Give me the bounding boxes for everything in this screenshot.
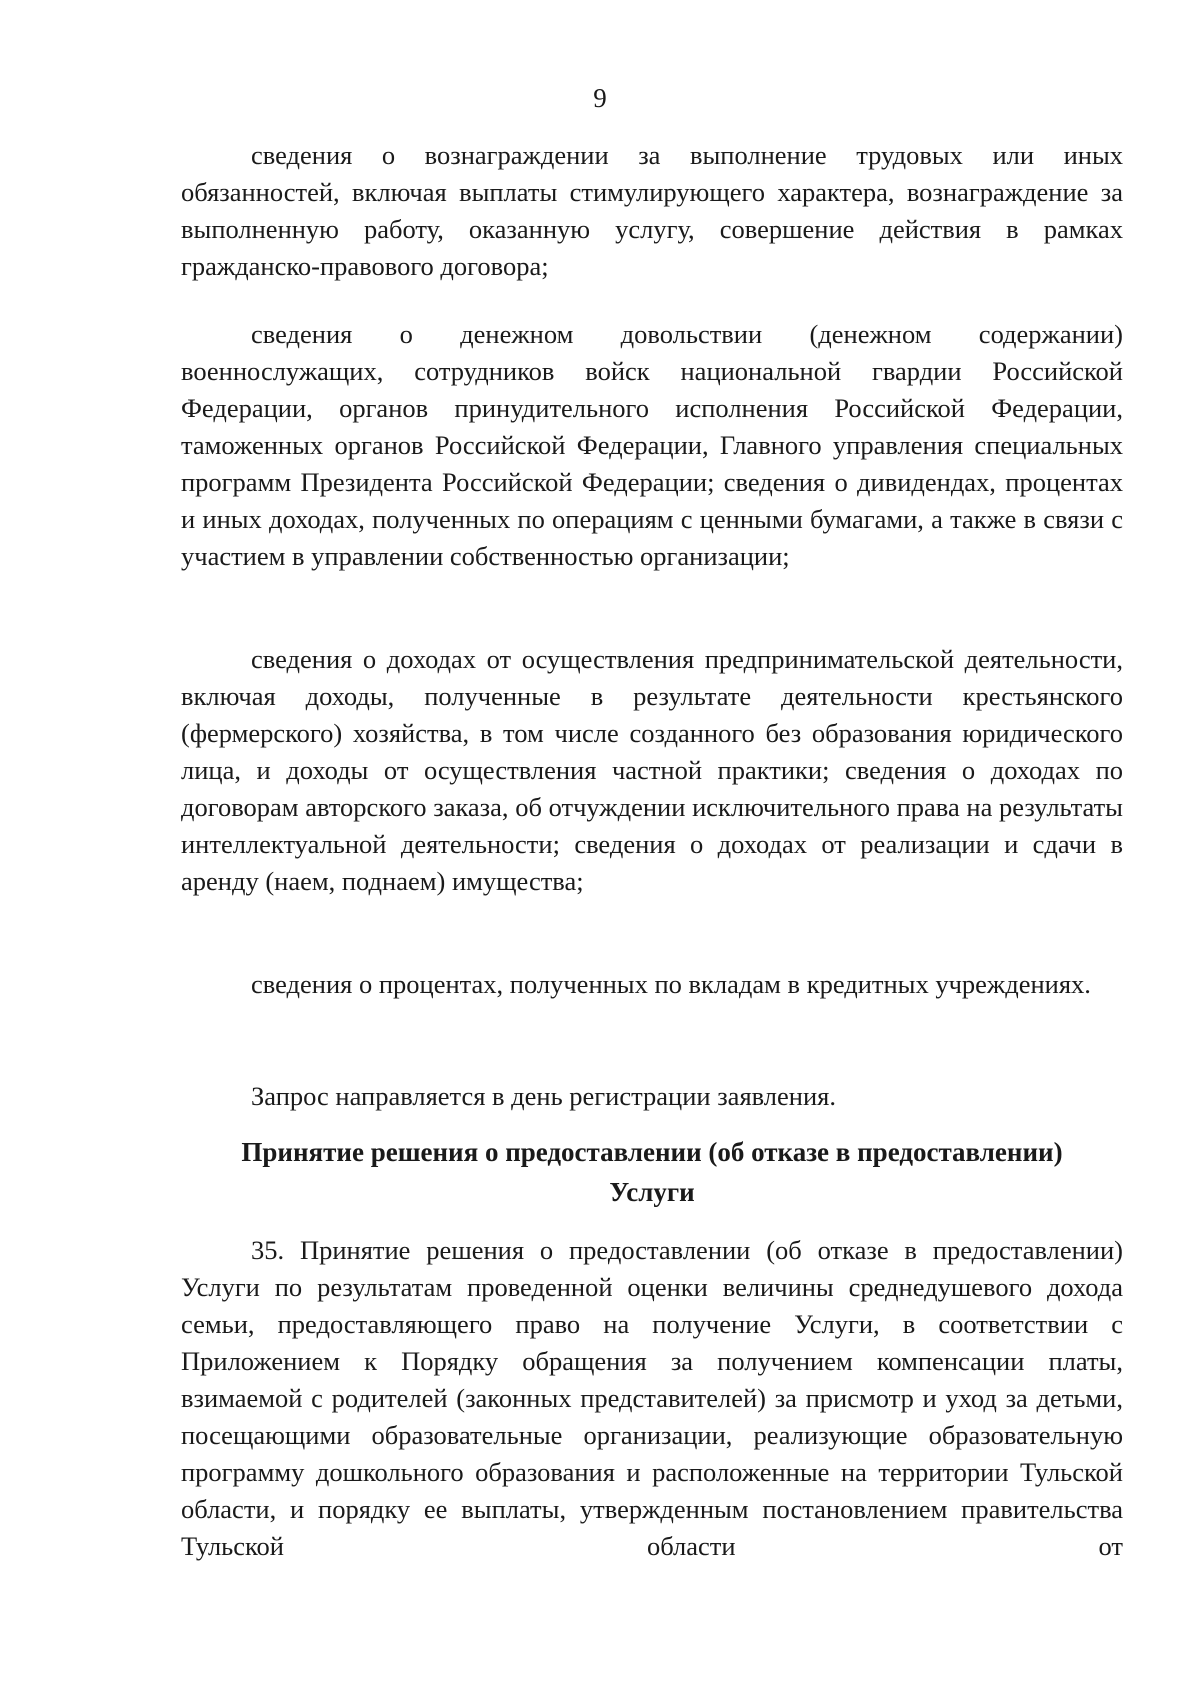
section-heading-line2: Услуги xyxy=(609,1177,695,1207)
paragraph-35: 35. Принятие решения о предоставлении (об отказе в предоставлении) Услуги по результатам проведенной оценки величины среднедушевого дохода семьи, предоставляющего право на получение Услуги, в соответствии с Приложением к Порядку обращения за получением компенсации платы, взимаемой с родителей (законных представителей) за присмотр и уход за детьми, посещающими образовательные организации, реализующие образовательную программу дошкольного образования и расположенные на территории Тульской области, и порядку ее выплаты, утвержденным постановлением правительства Тульской области от xyxy=(181,1235,1123,1561)
paragraph-business-income: сведения о доходах от осуществления предпринимательской деятельности, включая доходы, полученные в результате деятельности крестьянского (фермерского) хозяйства, в том числе созданного без образования юридического лица, и доходы от осуществления частной практики; сведения о доходах по договорам авторского заказа, об отчуждении исключительного права на результаты интеллектуальной деятельности; сведения о доходах от реализации и сдачи в аренду (наем, поднаем) имущества; xyxy=(181,644,1123,896)
paragraph-remuneration: сведения о вознаграждении за выполнение трудовых или иных обязанностей, включая выплаты стимулирующего характера, вознаграждение за выполненную работу, оказанную услугу, совершение действия в рамках гражданско-правового договора; xyxy=(181,140,1123,281)
paragraph-request-date: Запрос направляется в день регистрации заявления. xyxy=(251,1081,836,1111)
section-heading-line1: Принятие решения о предоставлении (об отказе в предоставлении) xyxy=(241,1137,1063,1167)
section-heading xyxy=(181,1132,1123,1212)
paragraph-allowance: сведения о денежном довольствии (денежном содержании) военнослужащих, сотрудников войск национальной гвардии Российской Федерации, органов принудительного исполнения Российской Федерации, таможенных органов Российской Федерации, Главного управления специальных программ Президента Российской Федерации; сведения о дивидендах, процентах и иных доходах, полученных по операциям с ценными бумагами, а также в связи с участием в управлении собственностью организации; xyxy=(181,319,1123,571)
paragraph-deposit-interest: сведения о процентах, полученных по вкладам в кредитных учреждениях. xyxy=(251,969,1091,999)
page-number: 9 xyxy=(593,83,607,113)
